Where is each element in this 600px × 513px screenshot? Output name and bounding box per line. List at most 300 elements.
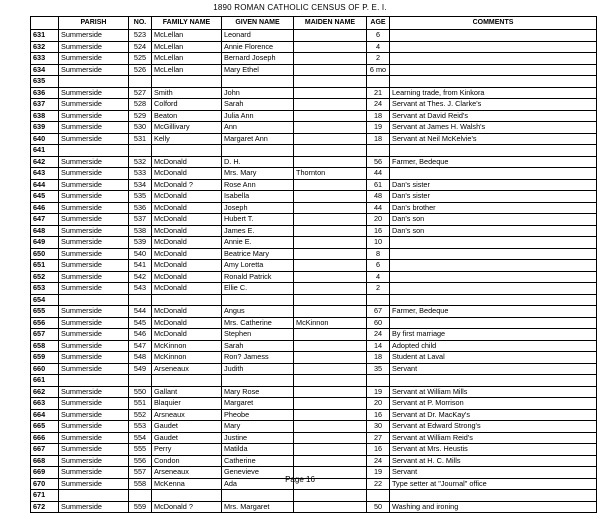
cell-number: 531 — [129, 133, 152, 145]
cell-comments: Servant at Neil McKelvie's — [390, 133, 597, 145]
cell-comments: Servant at Thes. J. Clarke's — [390, 99, 597, 111]
cell-number: 537 — [129, 214, 152, 226]
cell-line-number: 668 — [31, 455, 59, 467]
cell-number: 545 — [129, 317, 152, 329]
table-row — [31, 30, 597, 42]
cell-family-name: Gallant — [152, 386, 222, 398]
cell-comments — [390, 41, 597, 53]
cell-age: 14 — [367, 340, 390, 352]
cell-comments — [390, 145, 597, 157]
cell-given-name: Margaret Ann — [222, 133, 294, 145]
cell-comments: Student at Laval — [390, 352, 597, 364]
cell-line-number: 670 — [31, 478, 59, 490]
cell-family-name: McDonald — [152, 214, 222, 226]
cell-parish: Summerside — [59, 133, 129, 145]
cell-given-name: Mrs. Mary — [222, 168, 294, 180]
cell-parish — [59, 145, 129, 157]
cell-age: 19 — [367, 467, 390, 479]
cell-age: 30 — [367, 421, 390, 433]
page-number: Page 16 — [285, 475, 315, 484]
cell-age: 56 — [367, 156, 390, 168]
cell-family-name: McDonald — [152, 260, 222, 272]
cell-maiden-name — [294, 501, 367, 513]
cell-parish: Summerside — [59, 386, 129, 398]
cell-given-name: Angus — [222, 306, 294, 318]
cell-line-number: 633 — [31, 53, 59, 65]
cell-maiden-name — [294, 30, 367, 42]
cell-parish: Summerside — [59, 53, 129, 65]
table-row — [31, 145, 597, 157]
cell-given-name: Amy Loretta — [222, 260, 294, 272]
cell-maiden-name — [294, 444, 367, 456]
cell-given-name: Ann — [222, 122, 294, 134]
cell-age: 67 — [367, 306, 390, 318]
cell-line-number: 659 — [31, 352, 59, 364]
cell-family-name — [152, 76, 222, 88]
cell-given-name: Hubert T. — [222, 214, 294, 226]
cell-line-number: 663 — [31, 398, 59, 410]
cell-given-name: Justine — [222, 432, 294, 444]
cell-parish: Summerside — [59, 64, 129, 76]
cell-line-number: 637 — [31, 99, 59, 111]
cell-age: 6 — [367, 260, 390, 272]
cell-parish: Summerside — [59, 501, 129, 513]
cell-parish: Summerside — [59, 329, 129, 341]
cell-age: 24 — [367, 329, 390, 341]
cell-line-number: 631 — [31, 30, 59, 42]
table-row — [31, 363, 597, 375]
table-header-row — [31, 17, 597, 30]
cell-family-name: Blaquier — [152, 398, 222, 410]
cell-parish: Summerside — [59, 99, 129, 111]
cell-maiden-name — [294, 41, 367, 53]
cell-number: 538 — [129, 225, 152, 237]
table-row — [31, 340, 597, 352]
cell-comments — [390, 283, 597, 295]
header-age: AGE — [367, 17, 390, 30]
cell-number: 523 — [129, 30, 152, 42]
table-row — [31, 76, 597, 88]
cell-family-name: McLellan — [152, 41, 222, 53]
cell-given-name: Ellie C. — [222, 283, 294, 295]
cell-maiden-name — [294, 202, 367, 214]
cell-comments: Servant at Mrs. Heustis — [390, 444, 597, 456]
cell-parish: Summerside — [59, 260, 129, 272]
cell-family-name: Arseneaux — [152, 363, 222, 375]
cell-family-name: McGillivary — [152, 122, 222, 134]
table-row — [31, 501, 597, 513]
table-row — [31, 64, 597, 76]
cell-line-number: 634 — [31, 64, 59, 76]
cell-given-name: Sarah — [222, 99, 294, 111]
cell-parish: Summerside — [59, 317, 129, 329]
cell-age: 18 — [367, 352, 390, 364]
table-row — [31, 455, 597, 467]
table-row — [31, 306, 597, 318]
cell-maiden-name — [294, 490, 367, 502]
cell-given-name: Mary — [222, 421, 294, 433]
cell-age: 16 — [367, 409, 390, 421]
cell-comments — [390, 76, 597, 88]
cell-line-number: 646 — [31, 202, 59, 214]
cell-maiden-name: Thornton — [294, 168, 367, 180]
cell-number: 558 — [129, 478, 152, 490]
cell-maiden-name — [294, 133, 367, 145]
table-row — [31, 352, 597, 364]
cell-number: 526 — [129, 64, 152, 76]
cell-maiden-name — [294, 329, 367, 341]
table-row — [31, 214, 597, 226]
cell-number: 533 — [129, 168, 152, 180]
cell-parish — [59, 490, 129, 502]
cell-line-number: 650 — [31, 248, 59, 260]
cell-family-name: McDonald ? — [152, 501, 222, 513]
cell-number: 553 — [129, 421, 152, 433]
cell-parish: Summerside — [59, 444, 129, 456]
cell-number — [129, 375, 152, 387]
header-given-name: GIVEN NAME — [222, 17, 294, 30]
cell-number: 549 — [129, 363, 152, 375]
cell-maiden-name — [294, 156, 367, 168]
cell-line-number: 665 — [31, 421, 59, 433]
cell-family-name: McKinnon — [152, 352, 222, 364]
cell-family-name: McLellan — [152, 30, 222, 42]
cell-age — [367, 145, 390, 157]
cell-parish: Summerside — [59, 191, 129, 203]
cell-number: 542 — [129, 271, 152, 283]
table-row — [31, 156, 597, 168]
cell-comments: Farmer, Bedeque — [390, 306, 597, 318]
cell-comments: Servant at James H. Walsh's — [390, 122, 597, 134]
table-row — [31, 99, 597, 111]
cell-age: 44 — [367, 202, 390, 214]
header-maiden-name: MAIDEN NAME — [294, 17, 367, 30]
cell-line-number: 662 — [31, 386, 59, 398]
cell-line-number: 664 — [31, 409, 59, 421]
cell-number: 556 — [129, 455, 152, 467]
cell-number: 535 — [129, 191, 152, 203]
cell-comments — [390, 168, 597, 180]
cell-age: 20 — [367, 214, 390, 226]
table-row — [31, 53, 597, 65]
cell-comments: Type setter at "Journal" office — [390, 478, 597, 490]
cell-family-name: Arseneaux — [152, 467, 222, 479]
table-row — [31, 122, 597, 134]
cell-age: 16 — [367, 225, 390, 237]
census-table — [30, 16, 597, 513]
cell-comments: Dan's son — [390, 214, 597, 226]
cell-family-name: McKenna — [152, 478, 222, 490]
cell-parish: Summerside — [59, 398, 129, 410]
cell-comments: Dan's son — [390, 225, 597, 237]
cell-given-name: Catherine — [222, 455, 294, 467]
cell-family-name: Smith — [152, 87, 222, 99]
cell-parish: Summerside — [59, 271, 129, 283]
cell-given-name: Julia Ann — [222, 110, 294, 122]
cell-line-number: 667 — [31, 444, 59, 456]
cell-age: 19 — [367, 122, 390, 134]
cell-comments: Dan's sister — [390, 191, 597, 203]
table-row — [31, 490, 597, 502]
cell-parish: Summerside — [59, 110, 129, 122]
cell-line-number: 643 — [31, 168, 59, 180]
cell-number: 543 — [129, 283, 152, 295]
cell-comments: Servant at Edward Strong's — [390, 421, 597, 433]
cell-given-name: Matilda — [222, 444, 294, 456]
cell-parish: Summerside — [59, 168, 129, 180]
table-row — [31, 398, 597, 410]
cell-comments: Dan's sister — [390, 179, 597, 191]
table-row — [31, 329, 597, 341]
cell-number: 547 — [129, 340, 152, 352]
cell-parish: Summerside — [59, 202, 129, 214]
cell-family-name: Arsneaux — [152, 409, 222, 421]
cell-number — [129, 145, 152, 157]
cell-family-name: McDonald — [152, 156, 222, 168]
cell-age — [367, 375, 390, 387]
cell-parish — [59, 76, 129, 88]
cell-age — [367, 76, 390, 88]
cell-line-number: 651 — [31, 260, 59, 272]
census-table-body — [31, 30, 597, 513]
cell-maiden-name — [294, 363, 367, 375]
cell-parish: Summerside — [59, 30, 129, 42]
cell-comments — [390, 260, 597, 272]
cell-comments — [390, 53, 597, 65]
cell-line-number: 632 — [31, 41, 59, 53]
cell-number: 559 — [129, 501, 152, 513]
header-number: NO. — [129, 17, 152, 30]
cell-family-name: McDonald — [152, 225, 222, 237]
cell-number: 552 — [129, 409, 152, 421]
cell-line-number: 653 — [31, 283, 59, 295]
cell-family-name — [152, 490, 222, 502]
cell-line-number: 658 — [31, 340, 59, 352]
cell-age: 61 — [367, 179, 390, 191]
cell-parish: Summerside — [59, 87, 129, 99]
cell-parish: Summerside — [59, 237, 129, 249]
cell-maiden-name — [294, 421, 367, 433]
cell-maiden-name — [294, 260, 367, 272]
cell-number: 544 — [129, 306, 152, 318]
cell-given-name: Ronald Patrick — [222, 271, 294, 283]
cell-line-number: 635 — [31, 76, 59, 88]
cell-given-name: Rose Ann — [222, 179, 294, 191]
cell-line-number: 671 — [31, 490, 59, 502]
cell-age — [367, 294, 390, 306]
cell-given-name: Stephen — [222, 329, 294, 341]
cell-comments: Farmer, Bedeque — [390, 156, 597, 168]
cell-given-name: Ron? Jamess — [222, 352, 294, 364]
cell-family-name: Beaton — [152, 110, 222, 122]
cell-age: 21 — [367, 87, 390, 99]
cell-family-name: Gaudet — [152, 432, 222, 444]
cell-maiden-name — [294, 432, 367, 444]
cell-age: 2 — [367, 53, 390, 65]
table-row — [31, 294, 597, 306]
cell-line-number: 655 — [31, 306, 59, 318]
cell-parish: Summerside — [59, 455, 129, 467]
cell-line-number: 656 — [31, 317, 59, 329]
cell-comments — [390, 294, 597, 306]
cell-parish: Summerside — [59, 283, 129, 295]
cell-number: 529 — [129, 110, 152, 122]
cell-given-name: Joseph — [222, 202, 294, 214]
cell-number: 541 — [129, 260, 152, 272]
table-row — [31, 202, 597, 214]
table-row — [31, 168, 597, 180]
cell-number: 546 — [129, 329, 152, 341]
cell-line-number: 647 — [31, 214, 59, 226]
cell-age: 44 — [367, 168, 390, 180]
cell-given-name: Beatrice Mary — [222, 248, 294, 260]
cell-number: 554 — [129, 432, 152, 444]
cell-age: 4 — [367, 41, 390, 53]
cell-maiden-name — [294, 271, 367, 283]
cell-number: 550 — [129, 386, 152, 398]
cell-parish: Summerside — [59, 225, 129, 237]
cell-number: 551 — [129, 398, 152, 410]
cell-age: 10 — [367, 237, 390, 249]
cell-given-name: Genevieve — [222, 467, 294, 479]
cell-number: 530 — [129, 122, 152, 134]
cell-parish: Summerside — [59, 352, 129, 364]
cell-line-number: 649 — [31, 237, 59, 249]
table-row — [31, 283, 597, 295]
table-row — [31, 237, 597, 249]
cell-maiden-name — [294, 110, 367, 122]
cell-family-name: Colford — [152, 99, 222, 111]
cell-given-name: James E. — [222, 225, 294, 237]
header-line-number — [31, 17, 59, 30]
cell-family-name: McDonald — [152, 202, 222, 214]
cell-parish: Summerside — [59, 179, 129, 191]
cell-given-name — [222, 294, 294, 306]
cell-age: 18 — [367, 110, 390, 122]
cell-parish: Summerside — [59, 467, 129, 479]
cell-line-number: 641 — [31, 145, 59, 157]
cell-age: 24 — [367, 455, 390, 467]
cell-line-number: 639 — [31, 122, 59, 134]
cell-comments: Servant at Dr. MacKay's — [390, 409, 597, 421]
cell-comments: Servant at David Reid's — [390, 110, 597, 122]
cell-comments: Learning trade, from Kinkora — [390, 87, 597, 99]
cell-parish: Summerside — [59, 248, 129, 260]
cell-number — [129, 294, 152, 306]
cell-number: 524 — [129, 41, 152, 53]
cell-number: 528 — [129, 99, 152, 111]
cell-maiden-name — [294, 145, 367, 157]
cell-maiden-name — [294, 225, 367, 237]
cell-age: 4 — [367, 271, 390, 283]
cell-family-name: McDonald — [152, 271, 222, 283]
cell-given-name: Isabella — [222, 191, 294, 203]
cell-comments — [390, 64, 597, 76]
cell-given-name: John — [222, 87, 294, 99]
cell-family-name: McDonald — [152, 237, 222, 249]
cell-line-number: 672 — [31, 501, 59, 513]
cell-family-name — [152, 294, 222, 306]
cell-family-name: McDonald — [152, 168, 222, 180]
cell-given-name: Sarah — [222, 340, 294, 352]
cell-parish: Summerside — [59, 409, 129, 421]
cell-family-name — [152, 375, 222, 387]
cell-maiden-name — [294, 398, 367, 410]
cell-age: 8 — [367, 248, 390, 260]
cell-line-number: 660 — [31, 363, 59, 375]
cell-given-name: Mrs. Margaret — [222, 501, 294, 513]
cell-family-name: McDonald ? — [152, 179, 222, 191]
cell-age: 6 mo — [367, 64, 390, 76]
cell-comments — [390, 271, 597, 283]
cell-given-name: Annie Florence — [222, 41, 294, 53]
cell-comments: Servant — [390, 363, 597, 375]
cell-family-name: McDonald — [152, 317, 222, 329]
cell-comments: Adopted child — [390, 340, 597, 352]
cell-number: 536 — [129, 202, 152, 214]
cell-age: 24 — [367, 99, 390, 111]
table-row — [31, 271, 597, 283]
cell-maiden-name — [294, 294, 367, 306]
cell-comments: Dan's brother — [390, 202, 597, 214]
table-row — [31, 248, 597, 260]
cell-given-name: Judith — [222, 363, 294, 375]
cell-family-name: McLellan — [152, 64, 222, 76]
table-row — [31, 41, 597, 53]
cell-maiden-name — [294, 76, 367, 88]
cell-comments — [390, 317, 597, 329]
cell-maiden-name — [294, 53, 367, 65]
cell-age: 19 — [367, 386, 390, 398]
cell-comments — [390, 248, 597, 260]
cell-comments: Washing and ironing — [390, 501, 597, 513]
cell-parish: Summerside — [59, 478, 129, 490]
cell-family-name: McLellan — [152, 53, 222, 65]
cell-maiden-name — [294, 214, 367, 226]
cell-comments — [390, 375, 597, 387]
table-row — [31, 432, 597, 444]
cell-given-name: Mary Ethel — [222, 64, 294, 76]
cell-given-name — [222, 375, 294, 387]
cell-family-name: Gaudet — [152, 421, 222, 433]
cell-number — [129, 490, 152, 502]
cell-line-number: 648 — [31, 225, 59, 237]
table-row — [31, 409, 597, 421]
cell-given-name: Annie E. — [222, 237, 294, 249]
cell-comments — [390, 30, 597, 42]
cell-maiden-name — [294, 455, 367, 467]
cell-age: 60 — [367, 317, 390, 329]
cell-number: 525 — [129, 53, 152, 65]
cell-family-name: Kelly — [152, 133, 222, 145]
cell-parish: Summerside — [59, 122, 129, 134]
cell-family-name: Condon — [152, 455, 222, 467]
header-parish: PARISH — [59, 17, 129, 30]
cell-number: 532 — [129, 156, 152, 168]
cell-maiden-name — [294, 179, 367, 191]
cell-maiden-name: McKinnon — [294, 317, 367, 329]
cell-age — [367, 490, 390, 502]
cell-maiden-name — [294, 340, 367, 352]
cell-maiden-name — [294, 248, 367, 260]
document-title: 1890 ROMAN CATHOLIC CENSUS OF P. E. I. — [213, 3, 387, 12]
cell-line-number: 657 — [31, 329, 59, 341]
cell-age: 35 — [367, 363, 390, 375]
table-row — [31, 260, 597, 272]
cell-family-name: McDonald — [152, 248, 222, 260]
cell-maiden-name — [294, 87, 367, 99]
cell-family-name — [152, 145, 222, 157]
